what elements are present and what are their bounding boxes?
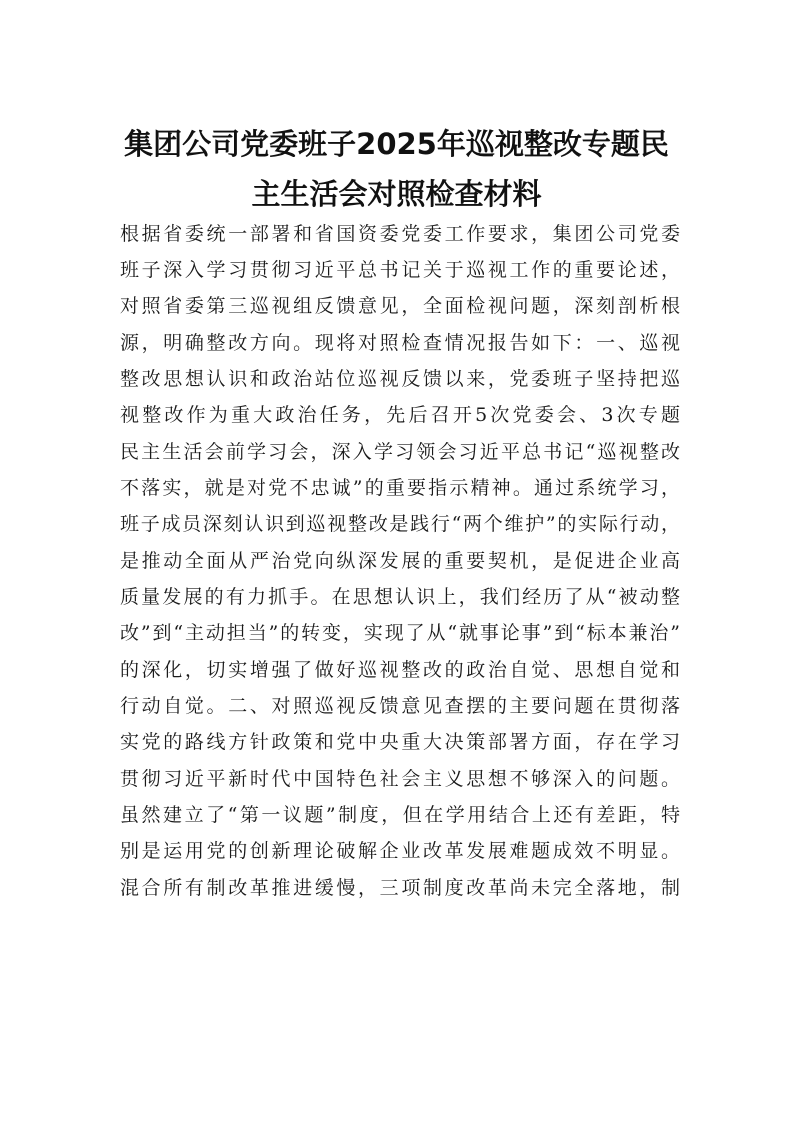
body-line-16: 贯彻习近平新时代中国特色社会主义思想不够深入的问题。 <box>120 768 680 790</box>
body-line-7: 民主生活会前学习会，深入学习领会习近平总书记“巡视整改 <box>120 441 680 463</box>
body-line-6: 视整改作为重大政治任务，先后召开5次党委会、3次专题 <box>120 404 680 426</box>
body-line-12: 改”到“主动担当”的转变，实现了从“就事论事”到“标本兼治” <box>120 622 680 644</box>
body-line-15: 实党的路线方针政策和党中央重大决策部署方面，存在学习 <box>120 731 680 753</box>
body-line-19: 混合所有制改革推进缓慢，三项制度改革尚未完全落地，制 <box>120 877 680 899</box>
body-line-13: 的深化，切实增强了做好巡视整改的政治自觉、思想自觉和 <box>120 659 680 681</box>
body-line-8: 不落实，就是对党不忠诚”的重要指示精神。通过系统学习， <box>120 477 680 499</box>
body-line-17: 虽然建立了“第一议题”制度，但在学用结合上还有差距，特 <box>120 804 680 826</box>
document-title-line-2: 主生活会对照检查材料 <box>251 177 542 211</box>
body-line-4: 源，明确整改方向。现将对照检查情况报告如下：一、巡视 <box>120 332 680 354</box>
body-line-10: 是推动全面从严治党向纵深发展的重要契机，是促进企业高 <box>120 550 680 572</box>
body-line-2: 班子深入学习贯彻习近平总书记关于巡视工作的重要论述， <box>120 259 680 281</box>
body-line-5: 整改思想认识和政治站位巡视反馈以来，党委班子坚持把巡 <box>120 368 680 390</box>
document-title-line-1: 集团公司党委班子2025年巡视整改专题民 <box>124 127 669 161</box>
body-line-11: 质量发展的有力抓手。在思想认识上，我们经历了从“被动整 <box>120 586 680 608</box>
body-line-18: 别是运用党的创新理论破解企业改革发展难题成效不明显。 <box>120 840 680 862</box>
body-line-9: 班子成员深刻认识到巡视整改是践行“两个维护”的实际行动， <box>120 513 680 535</box>
body-line-1: 根据省委统一部署和省国资委党委工作要求，集团公司党委 <box>120 223 680 245</box>
body-line-14: 行动自觉。二、对照巡视反馈意见查摆的主要问题在贯彻落 <box>120 695 680 717</box>
body-line-3: 对照省委第三巡视组反馈意见，全面检视问题，深刻剖析根 <box>120 295 680 317</box>
